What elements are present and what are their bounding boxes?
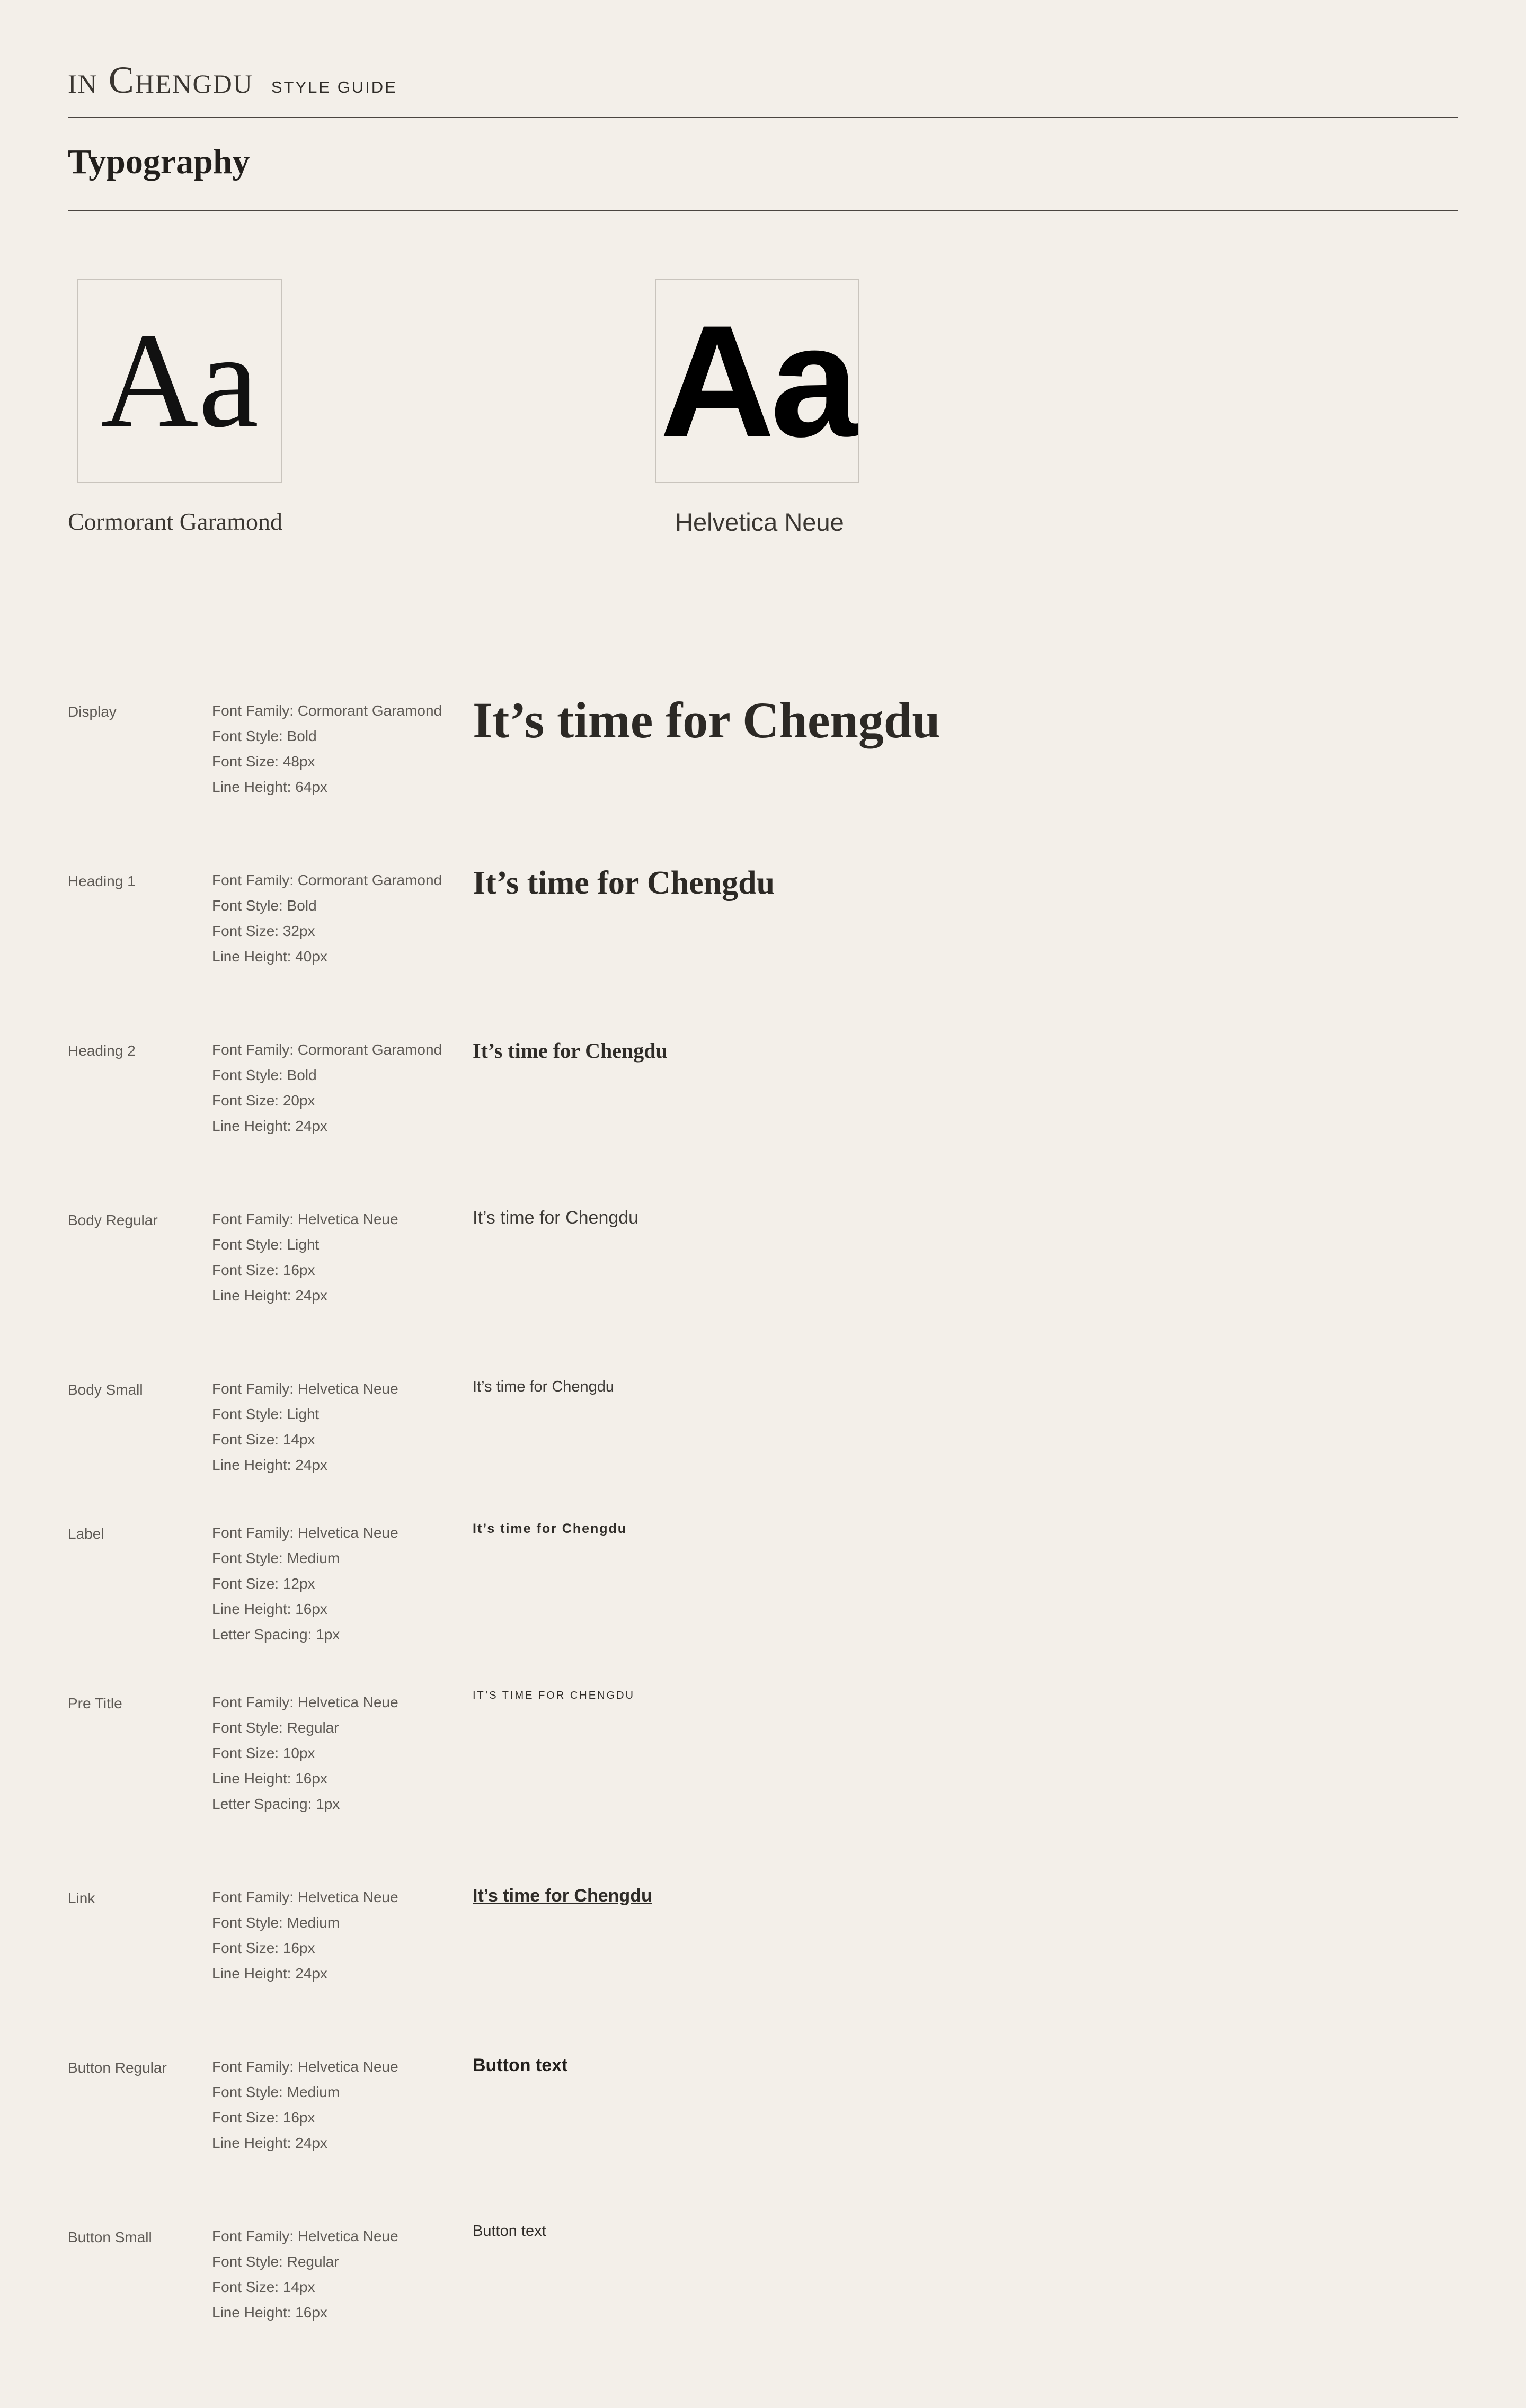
spec-line: Font Size: 16px bbox=[212, 1940, 315, 1956]
style-label: Display bbox=[68, 703, 117, 720]
style-sample: It’s time for Chengdu bbox=[473, 1521, 627, 1536]
spec-line: Font Family: Helvetica Neue bbox=[212, 1889, 398, 1905]
style-label: Button Small bbox=[68, 2229, 152, 2245]
style-sample: It’s time for Chengdu bbox=[473, 1378, 615, 1395]
spec-line: Font Style: Light bbox=[212, 1236, 320, 1253]
style-label: Heading 2 bbox=[68, 1042, 136, 1059]
header-divider bbox=[68, 117, 1458, 118]
spec-line: Font Style: Regular bbox=[212, 2253, 339, 2270]
spec-line: Font Size: 14px bbox=[212, 2279, 315, 2295]
style-specs bbox=[212, 1885, 398, 1986]
spec-line: Font Family: Cormorant Garamond bbox=[212, 702, 442, 719]
style-specs bbox=[212, 1376, 398, 1478]
style-label: Pre Title bbox=[68, 1695, 122, 1711]
spec-line: Font Family: Helvetica Neue bbox=[212, 1380, 398, 1397]
style-specs bbox=[212, 1520, 398, 1647]
style-specs bbox=[212, 868, 442, 969]
spec-line: Font Size: 10px bbox=[212, 1745, 315, 1761]
header bbox=[68, 58, 397, 102]
spec-line: Font Family: Helvetica Neue bbox=[212, 1694, 398, 1710]
spec-line: Font Size: 20px bbox=[212, 1092, 315, 1109]
typeface-specimen-serif bbox=[77, 279, 282, 483]
spec-line: Font Style: Light bbox=[212, 1406, 320, 1422]
style-label: Body Small bbox=[68, 1381, 143, 1398]
style-label: Link bbox=[68, 1890, 95, 1906]
spec-line: Font Family: Helvetica Neue bbox=[212, 1524, 398, 1541]
style-sample: It’s time for Chengdu bbox=[473, 692, 941, 748]
style-label: Button Regular bbox=[68, 2059, 167, 2076]
style-specs bbox=[212, 1690, 398, 1817]
brand-logo: in Chengdu bbox=[68, 59, 253, 101]
spec-line: Line Height: 24px bbox=[212, 2135, 327, 2151]
style-sample: It’s time for Chengdu bbox=[473, 1039, 668, 1063]
sample-button-small[interactable]: Button text bbox=[473, 2223, 546, 2240]
spec-line: Font Style: Regular bbox=[212, 1719, 339, 1736]
style-specs bbox=[212, 698, 442, 800]
spec-line: Font Family: Cormorant Garamond bbox=[212, 1041, 442, 1058]
spec-line: Font Size: 16px bbox=[212, 2109, 315, 2126]
spec-line: Line Height: 16px bbox=[212, 1770, 327, 1787]
spec-line: Font Style: Medium bbox=[212, 1550, 340, 1566]
spec-line: Font Style: Bold bbox=[212, 728, 317, 744]
typeface-name-sans: Helvetica Neue bbox=[675, 508, 844, 536]
sample-button-regular[interactable]: Button text bbox=[473, 2055, 568, 2075]
style-label: Heading 1 bbox=[68, 873, 136, 889]
spec-line: Font Style: Medium bbox=[212, 1914, 340, 1931]
typeface-name-serif: Cormorant Garamond bbox=[68, 508, 282, 535]
style-specs bbox=[212, 1207, 398, 1308]
typeface-specimen-sans bbox=[655, 279, 859, 483]
sample-link[interactable]: It’s time for Chengdu bbox=[473, 1886, 652, 1906]
style-specs bbox=[212, 1037, 442, 1139]
spec-line: Font Style: Medium bbox=[212, 2084, 340, 2100]
spec-line: Font Size: 16px bbox=[212, 1262, 315, 1278]
spec-line: Line Height: 40px bbox=[212, 948, 327, 965]
spec-line: Line Height: 16px bbox=[212, 1601, 327, 1617]
style-specs bbox=[212, 2054, 398, 2156]
spec-line: Line Height: 16px bbox=[212, 2304, 327, 2321]
spec-line: Font Family: Helvetica Neue bbox=[212, 2058, 398, 2075]
style-sample: It’s time for Chengdu bbox=[473, 865, 775, 901]
spec-line: Font Style: Bold bbox=[212, 1067, 317, 1083]
section-title: Typography bbox=[68, 142, 250, 181]
spec-line: Letter Spacing: 1px bbox=[212, 1626, 340, 1643]
spec-line: Line Height: 24px bbox=[212, 1965, 327, 1982]
style-specs bbox=[212, 2224, 398, 2325]
spec-line: Font Size: 14px bbox=[212, 1431, 315, 1448]
spec-line: Font Size: 48px bbox=[212, 753, 315, 770]
style-guide-label: STYLE GUIDE bbox=[271, 78, 397, 96]
spec-line: Font Size: 32px bbox=[212, 923, 315, 939]
style-label: Label bbox=[68, 1526, 104, 1542]
spec-line: Font Family: Helvetica Neue bbox=[212, 1211, 398, 1227]
spec-line: Line Height: 24px bbox=[212, 1457, 327, 1473]
section-divider bbox=[68, 210, 1458, 211]
spec-line: Font Size: 12px bbox=[212, 1575, 315, 1592]
spec-line: Font Family: Helvetica Neue bbox=[212, 2228, 398, 2244]
spec-line: Letter Spacing: 1px bbox=[212, 1796, 340, 1812]
spec-line: Line Height: 24px bbox=[212, 1287, 327, 1304]
style-sample: It’s time for Chengdu bbox=[473, 1208, 639, 1228]
spec-line: Line Height: 24px bbox=[212, 1118, 327, 1134]
specimen-glyph-serif: Aa bbox=[100, 306, 259, 456]
specimen-glyph-sans: Aa bbox=[660, 292, 855, 470]
spec-line: Font Style: Bold bbox=[212, 897, 317, 914]
style-label: Body Regular bbox=[68, 1212, 158, 1228]
style-sample: IT’S TIME FOR CHENGDU bbox=[473, 1690, 635, 1701]
spec-line: Line Height: 64px bbox=[212, 779, 327, 795]
spec-line: Font Family: Cormorant Garamond bbox=[212, 872, 442, 888]
